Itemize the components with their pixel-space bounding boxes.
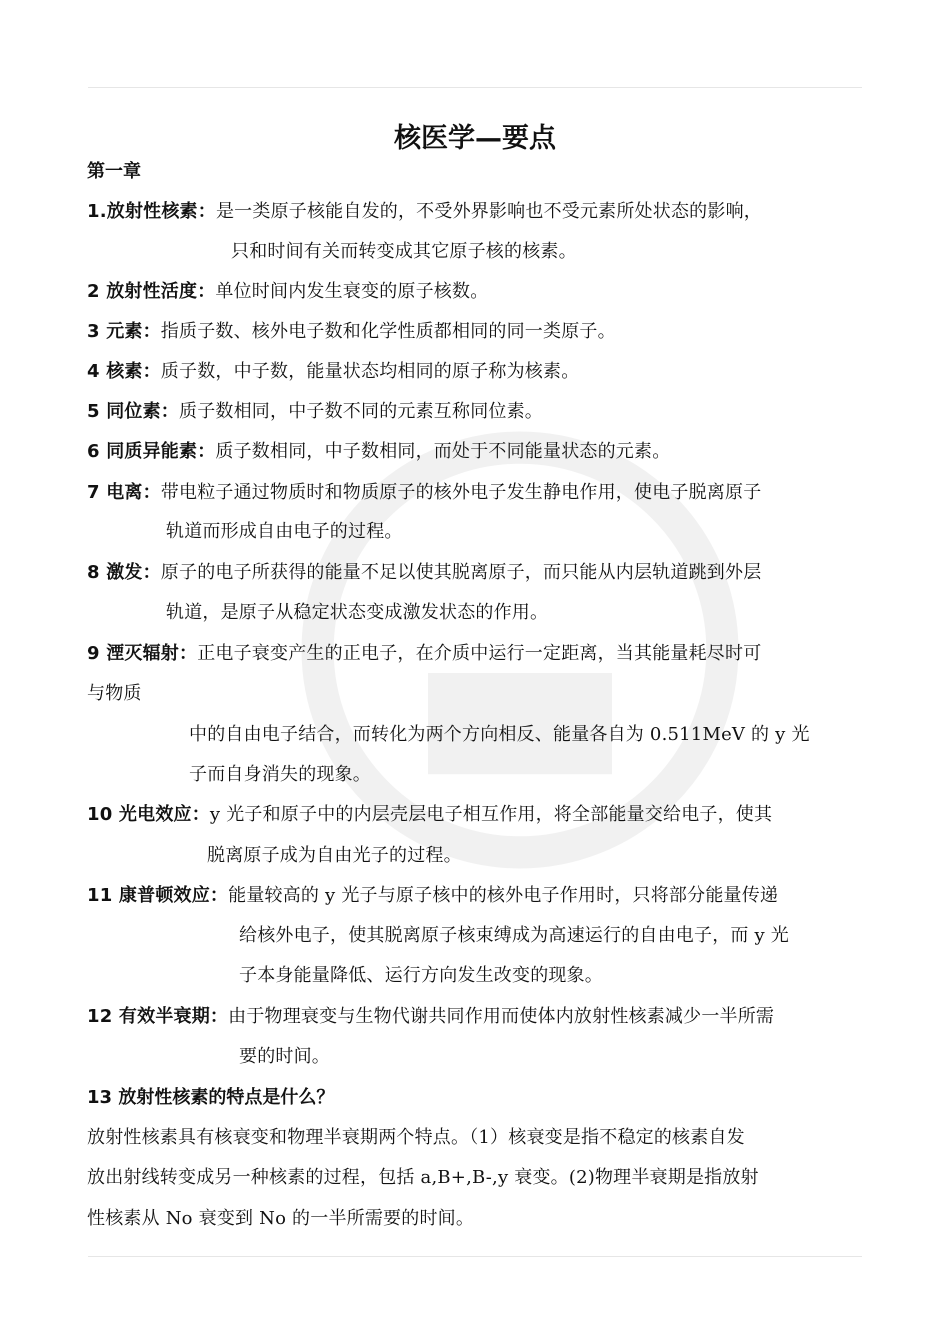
definition-term: 10 光电效应：	[87, 804, 210, 825]
definition-item	[87, 197, 762, 223]
definition-text: 子本身能量降低、运行方向发生改变的现象。	[239, 965, 603, 986]
definition-text: 轨道，是原子从稳定状态变成激发状态的作用。	[166, 602, 549, 623]
definition-text: 质子数相同，中子数不同的元素互称同位素。	[179, 401, 543, 422]
definition-item	[87, 800, 772, 826]
chapter-heading: 第一章	[87, 161, 141, 182]
definition-item	[87, 1002, 774, 1028]
definition-text: 是一类原子核能自发的，不受外界影响也不受元素所处状态的影响，	[215, 201, 762, 222]
definition-text: 单位时间内发生衰变的原子核数。	[215, 281, 489, 302]
definition-item	[87, 881, 778, 907]
definition-term: 2 放射性活度：	[87, 281, 216, 302]
definition-item	[87, 357, 579, 383]
definition-item	[87, 639, 761, 665]
definition-text: 给核外电子，使其脱离原子核束缚成为高速运行的自由电子，而 y 光	[239, 925, 790, 946]
answer-text: 性核素从 No 衰变到 No 的一半所需要的时间。	[87, 1208, 475, 1229]
page-title: 核医学—要点	[394, 123, 556, 154]
definition-item	[87, 558, 761, 584]
definition-text: 由于物理衰变与生物代谢共同作用而使体内放射性核素减少一半所需	[228, 1006, 775, 1027]
definition-term: 3 元素：	[87, 321, 161, 342]
definition-text: 正电子衰变产生的正电子，在介质中运行一定距离，当其能量耗尽时可	[197, 643, 762, 664]
definition-text: y 光子和原子中的内层壳层电子相互作用，将全部能量交给电子，使其	[209, 804, 773, 825]
definition-text: 原子的电子所获得的能量不足以使其脱离原子，而只能从内层轨道跳到外层	[160, 562, 762, 583]
header-rule	[88, 87, 862, 88]
definition-text: 指质子数、核外电子数和化学性质都相同的同一类原子。	[160, 321, 616, 342]
definition-text: 轨道而形成自由电子的过程。	[166, 521, 403, 542]
definition-term: 7 电离：	[87, 482, 161, 503]
definition-text: 质子数，中子数，能量状态均相同的原子称为核素。	[160, 361, 580, 382]
definition-text: 只和时间有关而转变成其它原子核的核素。	[231, 241, 577, 262]
definition-item	[87, 397, 543, 423]
definition-item	[87, 277, 488, 303]
definition-text: 与物质	[87, 683, 142, 704]
definition-text: 脱离原子成为自由光子的过程。	[207, 845, 462, 866]
definition-term: 4 核素：	[87, 361, 161, 382]
definition-text: 质子数相同，中子数相同，而处于不同能量状态的元素。	[215, 441, 671, 462]
footer-rule	[88, 1256, 862, 1257]
definition-text: 带电粒子通过物质时和物质原子的核外电子发生静电作用，使电子脱离原子	[160, 482, 762, 503]
definition-text: 要的时间。	[239, 1046, 330, 1067]
definition-item	[87, 437, 670, 463]
definition-text: 子而自身消失的现象。	[189, 764, 371, 785]
question-heading: 13 放射性核素的特点是什么？	[87, 1087, 335, 1108]
definition-term: 6 同质异能素：	[87, 441, 216, 462]
definition-term: 11 康普顿效应：	[87, 885, 229, 906]
definition-term: 5 同位素：	[87, 401, 179, 422]
definition-item	[87, 478, 761, 504]
definition-text: 中的自由电子结合，而转化为两个方向相反、能量各自为 0.511MeV 的 y 光	[189, 724, 810, 745]
definition-item	[87, 317, 616, 343]
answer-text: 放出射线转变成另一种核素的过程，包括 a,B+,B-,y 衰变。(2)物理半衰期是指放射	[87, 1167, 759, 1188]
definition-term: 12 有效半衰期：	[87, 1006, 229, 1027]
answer-text: 放射性核素具有核衰变和物理半衰期两个特点。（1）核衰变是指不稳定的核素自发	[87, 1127, 745, 1148]
definition-term: 1.放射性核素：	[87, 201, 216, 222]
definition-text: 能量较高的 y 光子与原子核中的核外电子作用时，只将部分能量传递	[228, 885, 779, 906]
definition-term: 8 激发：	[87, 562, 161, 583]
definition-term: 9 湮灭辐射：	[87, 643, 198, 664]
